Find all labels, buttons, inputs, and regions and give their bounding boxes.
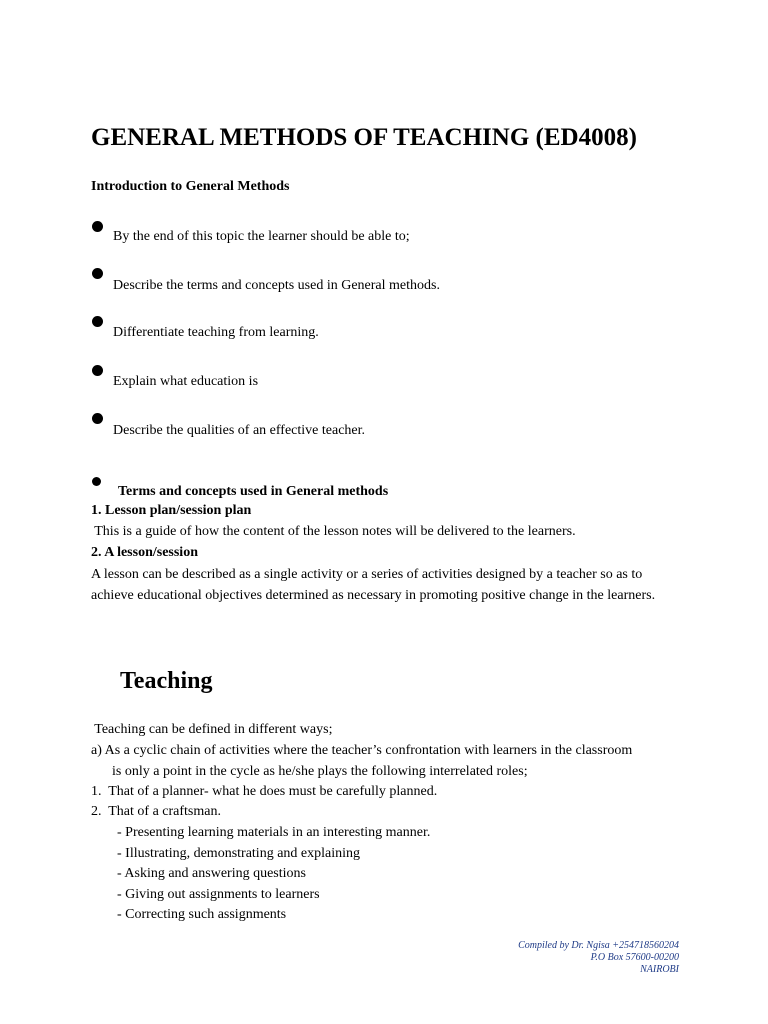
lesson-plan-text: This is a guide of how the content of the lesson notes will be delivered to the learners. (91, 524, 576, 539)
list-item: - Asking and answering questions (117, 866, 306, 881)
role-item: 2. That of a craftsman. (91, 804, 221, 819)
bullet-dot (92, 413, 103, 424)
terms-heading: Terms and concepts used in General methods (118, 484, 389, 499)
role-item: 1. That of a planner- what he does must be carefully planned. (91, 784, 438, 799)
bullet-dot (92, 316, 103, 327)
teaching-point-a-line1: a) As a cyclic chain of activities where the teacher’s confrontation with learners in the classroom (91, 743, 633, 758)
bullet-dot (92, 221, 103, 232)
list-item: By the end of this topic the learner should be able to; (113, 229, 410, 244)
lesson-session-text: A lesson can be described as a single activity or a series of activities designed by a teacher so as to achieve educational objectives determined as necessary in promoting positive change in the learners. (91, 567, 656, 603)
lesson-plan-heading: 1. Lesson plan/session plan (91, 503, 252, 518)
list-item: Describe the qualities of an effective teacher. (113, 423, 366, 438)
teaching-intro: Teaching can be defined in different ways; (91, 722, 333, 737)
list-item: Describe the terms and concepts used in General methods. (113, 278, 440, 293)
list-item: - Correcting such assignments (117, 907, 287, 922)
bullet-dot (92, 268, 103, 279)
bullet-dot (92, 477, 101, 486)
footer-address: P.O Box 57600-00200 (590, 952, 679, 963)
list-item: Differentiate teaching from learning. (113, 325, 319, 340)
footer-city: NAIROBI (640, 964, 679, 975)
intro-heading: Introduction to General Methods (91, 179, 290, 194)
footer-compiler: Compiled by Dr. Ngisa +254718560204 (518, 940, 679, 951)
list-item: Explain what education is (113, 374, 259, 389)
teaching-point-a-line2: is only a point in the cycle as he/she plays the following interrelated roles; (112, 764, 528, 779)
lesson-session-heading: 2. A lesson/session (91, 545, 198, 560)
page-footer (518, 940, 679, 976)
list-item: - Presenting learning materials in an interesting manner. (117, 825, 431, 840)
list-item: - Illustrating, demonstrating and explaining (117, 846, 361, 861)
list-item: - Giving out assignments to learners (117, 887, 320, 902)
teaching-heading: Teaching (120, 668, 213, 694)
bullet-dot (92, 365, 103, 376)
document-title: GENERAL METHODS OF TEACHING (ED4008) (91, 124, 637, 151)
